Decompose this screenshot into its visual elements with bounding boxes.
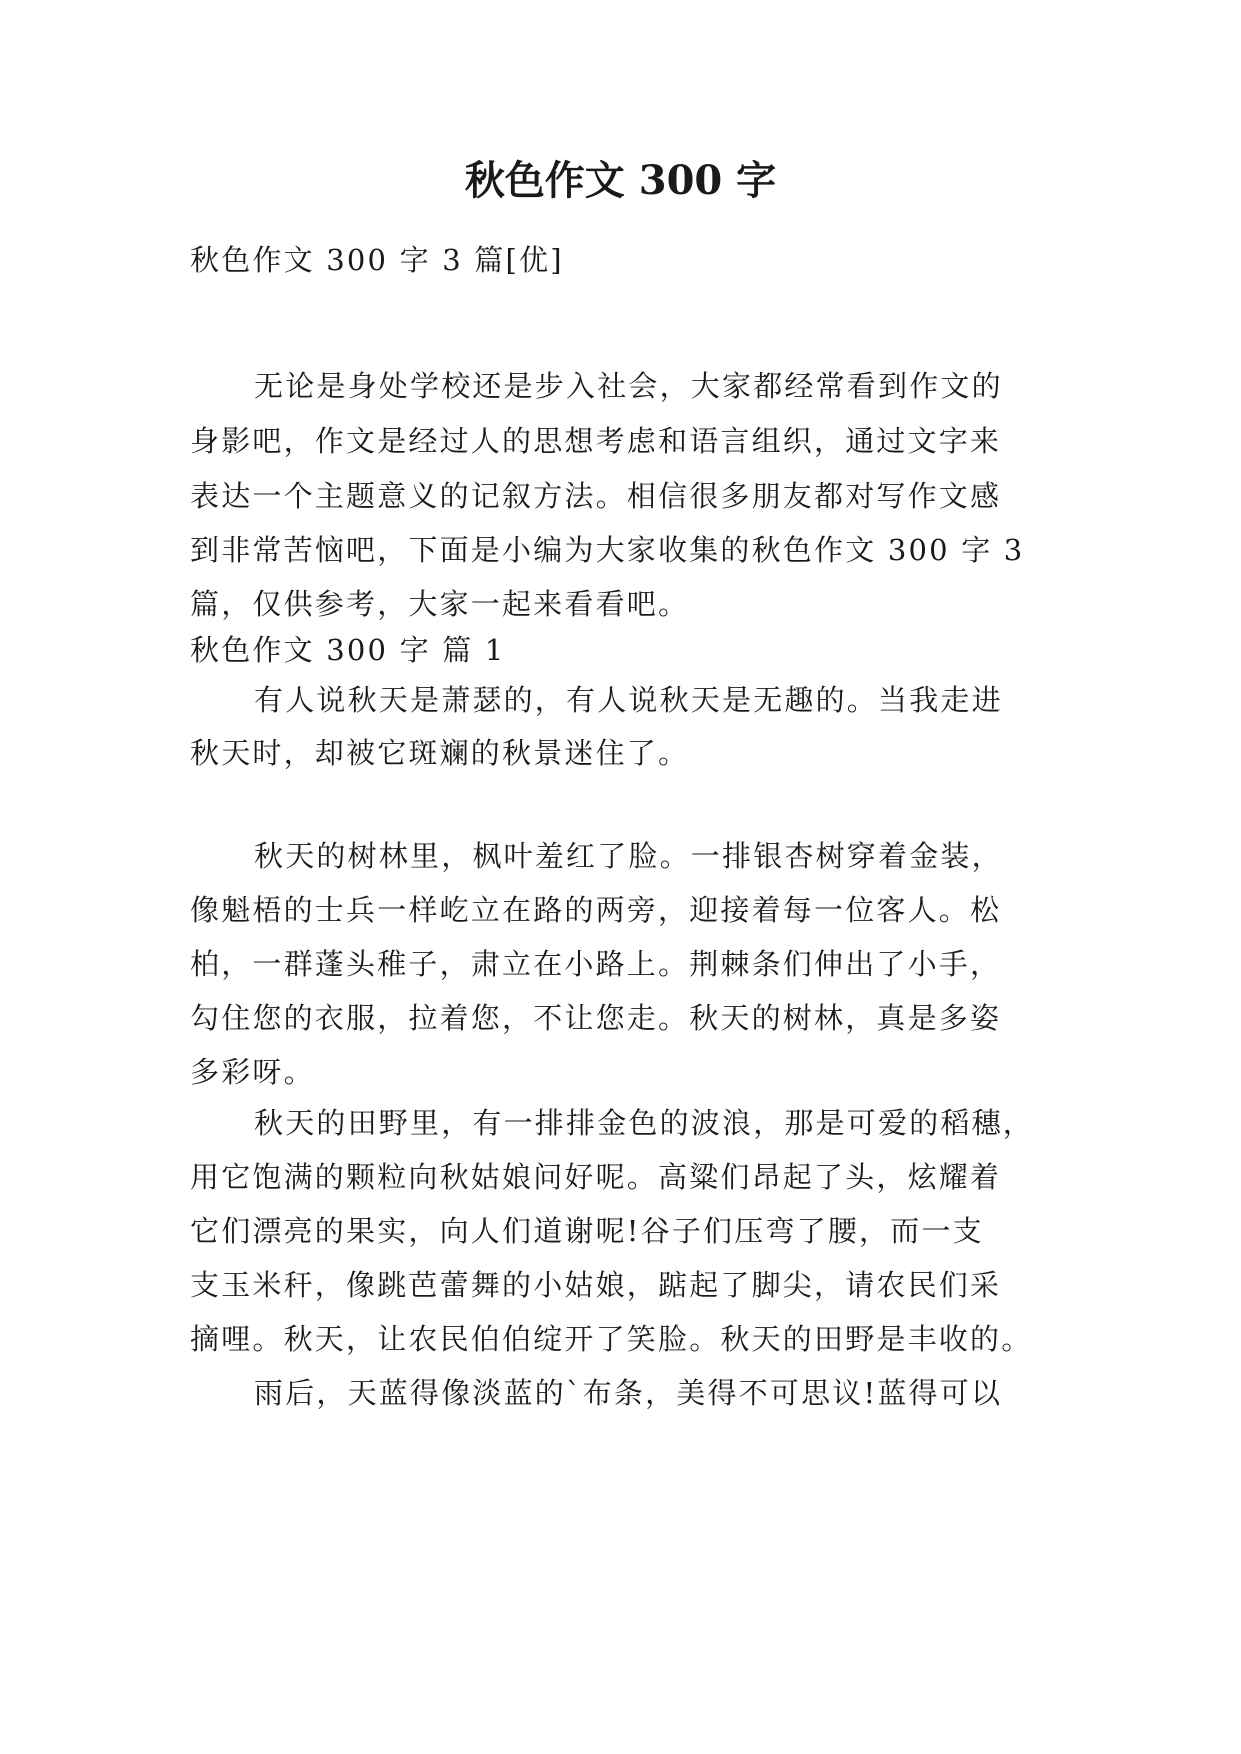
para4-line: 雨后，天蓝得像淡蓝的`布条，美得不可思议!蓝得可以 <box>254 1376 1003 1410</box>
document-subtitle: 秋色作文 300 字 3 篇[优] <box>190 243 564 277</box>
para2-line: 秋天的树林里，枫叶羞红了脸。一排银杏树穿着金装， <box>254 839 1003 873</box>
intro-line: 篇，仅供参考，大家一起来看看吧。 <box>190 587 690 621</box>
para3-line: 它们漂亮的果实，向人们道谢呢!谷子们压弯了腰，而一支 <box>190 1214 984 1248</box>
para2-line: 勾住您的衣服，拉着您，不让您走。秋天的树林，真是多姿 <box>190 1001 1002 1035</box>
intro-line: 身影吧，作文是经过人的思想考虑和语言组织，通过文字来 <box>190 424 1002 458</box>
section-heading: 秋色作文 300 字 篇 1 <box>190 633 506 667</box>
para2-line: 像魁梧的士兵一样屹立在路的两旁，迎接着每一位客人。松 <box>190 893 1002 927</box>
para1-line: 秋天时，却被它斑斓的秋景迷住了。 <box>190 736 690 770</box>
para3-line: 支玉米秆，像跳芭蕾舞的小姑娘，踮起了脚尖，请农民们采 <box>190 1268 1002 1302</box>
intro-line: 到非常苦恼吧，下面是小编为大家收集的秋色作文 300 字 3 <box>190 533 1025 567</box>
intro-line: 表达一个主题意义的记叙方法。相信很多朋友都对写作文感 <box>190 479 1002 513</box>
intro-line: 无论是身处学校还是步入社会，大家都经常看到作文的 <box>254 369 1003 403</box>
para1-line: 有人说秋天是萧瑟的，有人说秋天是无趣的。当我走进 <box>254 683 1003 717</box>
para3-line: 用它饱满的颗粒向秋姑娘问好呢。高粱们昂起了头，炫耀着 <box>190 1160 1002 1194</box>
para3-line: 秋天的田野里，有一排排金色的波浪，那是可爱的稻穗， <box>254 1106 1035 1140</box>
document-title: 秋色作文 300 字 <box>464 157 777 204</box>
para3-line: 摘哩。秋天，让农民伯伯绽开了笑脸。秋天的田野是丰收的。 <box>190 1322 1033 1356</box>
para2-line: 多彩呀。 <box>190 1055 315 1089</box>
para2-line: 柏，一群蓬头稚子，肃立在小路上。荆棘条们伸出了小手， <box>190 947 1002 981</box>
